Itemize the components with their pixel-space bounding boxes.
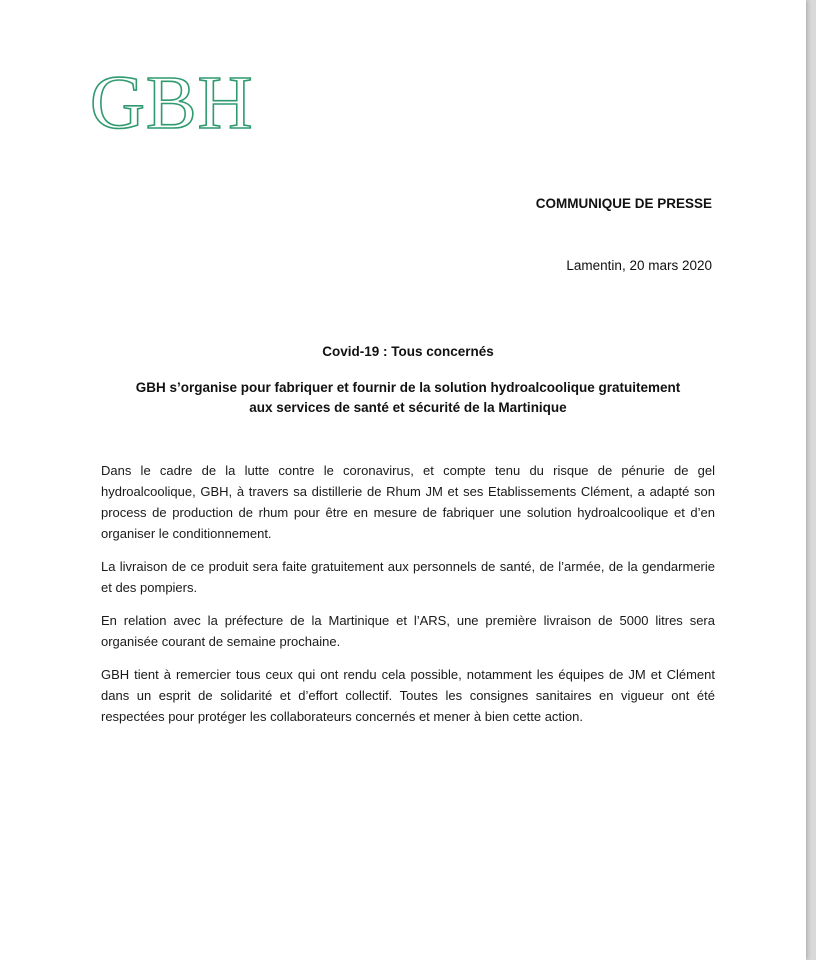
- paragraph: GBH tient à remercier tous ceux qui ont rendu cela possible, notamment les équipes de JM et Clément dans un esprit de solidarité et d’effort collectif. Toutes les consignes sanitaires en vigueur ont été respectées pour protéger les collaborateurs concernés et mener à bien cette action.: [101, 667, 715, 724]
- gbh-logo-graphic: [90, 62, 280, 142]
- paragraph: La livraison de ce produit sera faite gratuitement aux personnels de santé, de l’armée, de la gendarmerie et des pompiers.: [101, 559, 715, 595]
- gbh-logo: [90, 62, 280, 142]
- date-line: Lamentin, 20 mars 2020: [566, 258, 712, 273]
- document-subtitle: [0, 378, 816, 418]
- paragraph: Dans le cadre de la lutte contre le coronavirus, et compte tenu du risque de pénurie de gel hydroalcoolique, GBH, à travers sa distillerie de Rhum JM et ses Etablissements Clément, a adapté son process de production de rhum pour être en mesure de fabriquer une solution hydroalcoolique et d’en organiser le conditionnement.: [101, 463, 715, 541]
- paragraph: En relation avec la préfecture de la Martinique et l’ARS, une première livraison de 5000 litres sera organisée courant de semaine prochaine.: [101, 613, 715, 649]
- body-text: [101, 460, 715, 739]
- subtitle-line-2: aux services de santé et sécurité de la Martinique: [249, 400, 567, 415]
- logo-text: GBH: [90, 62, 254, 142]
- subtitle-line-1: GBH s’organise pour fabriquer et fournir de la solution hydroalcoolique gratuitement: [135, 380, 681, 395]
- press-release-label: COMMUNIQUE DE PRESSE: [535, 196, 712, 211]
- document-title: Covid-19 : Tous concernés: [322, 344, 494, 359]
